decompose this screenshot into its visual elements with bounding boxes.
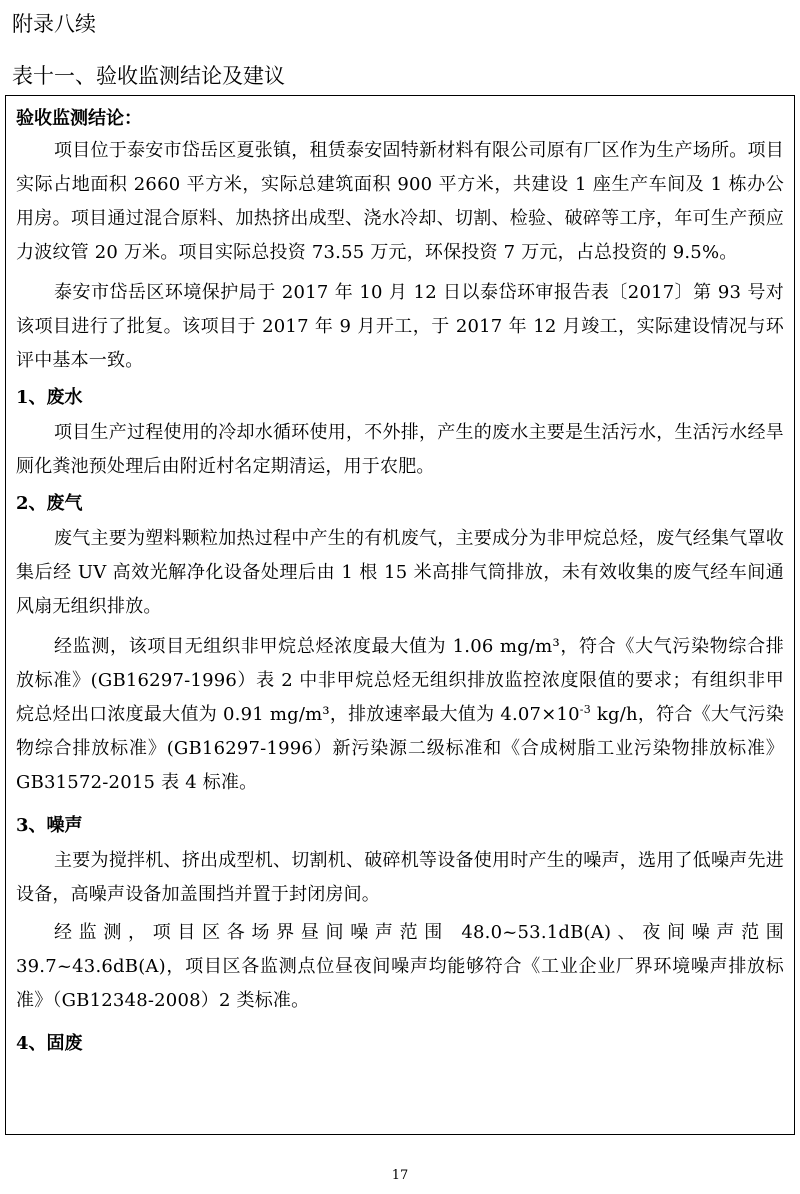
- exhaust-paragraph: 废气主要为塑料颗粒加热过程中产生的有机废气，主要成分为非甲烷总烃，废气经集气罩收集后经 UV 高效光解净化设备处理后由 1 根 15 米高排气筒排放，未有效收集的废气经车间通风扇无组织排放。: [16, 528, 784, 617]
- exhaust-monitoring-text-a: 经监测，该项目无组织非甲烷总烃浓度最大值为 1.06 mg/m³，符合《大气污染物综合排放标准》(GB16297-1996）表 2 中非甲烷总烃无组织排放监控浓度限值的要求；有组织非甲烷总烃出口浓度最大值为 0.91 mg/m³，排放速率最大值为 4.07×10: [16, 636, 784, 725]
- appendix-label: 附录八续: [12, 12, 96, 36]
- exhaust-heading: 2、废气: [16, 493, 83, 514]
- exhaust-monitoring-text-b: kg/h，符合《大气污染物综合排放标准》(GB16297-1996）新污染源二级标准和《合成树脂工业污染物排放标准》GB31572-2015 表 4 标准。: [16, 704, 784, 793]
- wastewater-heading: 1、废水: [16, 387, 83, 408]
- noise-monitoring-paragraph: 经监测，项目区各场界昼间噪声范围 48.0~53.1dB(A)、夜间噪声范围 39.7~43.6dB(A)，项目区各监测点位昼夜间噪声均能够符合《工业企业厂界环境噪声排放标准》（GB12348-2008）2 类标准。: [16, 922, 784, 1011]
- page-number: 17: [391, 1168, 409, 1183]
- noise-paragraph: 主要为搅拌机、挤出成型机、切割机、破碎机等设备使用时产生的噪声，选用了低噪声先进设备，高噪声设备加盖围挡并置于封闭房间。: [16, 850, 784, 905]
- exhaust-monitoring-paragraph: [16, 630, 784, 800]
- conclusion-table: [5, 95, 795, 1135]
- exponent: -3: [579, 703, 591, 716]
- solid-waste-heading: 4、固废: [16, 1033, 83, 1054]
- wastewater-paragraph: 项目生产过程使用的冷却水循环使用，不外排，产生的废水主要是生活污水，生活污水经旱厕化粪池预处理后由附近村名定期清运，用于农肥。: [16, 422, 784, 477]
- noise-heading: 3、噪声: [16, 815, 83, 836]
- approval-paragraph: 泰安市岱岳区环境保护局于 2017 年 10 月 12 日以泰岱环审报告表〔2017〕第 93 号对该项目进行了批复。该项目于 2017 年 9 月开工，于 2017 年 12 月竣工，实际建设情况与环评中基本一致。: [16, 282, 784, 371]
- conclusion-heading: 验收监测结论：: [16, 108, 142, 129]
- table-title: 表十一、验收监测结论及建议: [12, 64, 285, 88]
- conclusion-paragraph: 项目位于泰安市岱岳区夏张镇，租赁泰安固特新材料有限公司原有厂区作为生产场所。项目实际占地面积 2660 平方米，实际总建筑面积 900 平方米，共建设 1 座生产车间及 1 栋办公用房。项目通过混合原料、加热挤出成型、浇水冷却、切割、检验、破碎等工序，年可生产预应力波纹管 20 万米。项目实际总投资 73.55 万元，环保投资 7 万元，占总投资的 9.5%。: [16, 140, 784, 263]
